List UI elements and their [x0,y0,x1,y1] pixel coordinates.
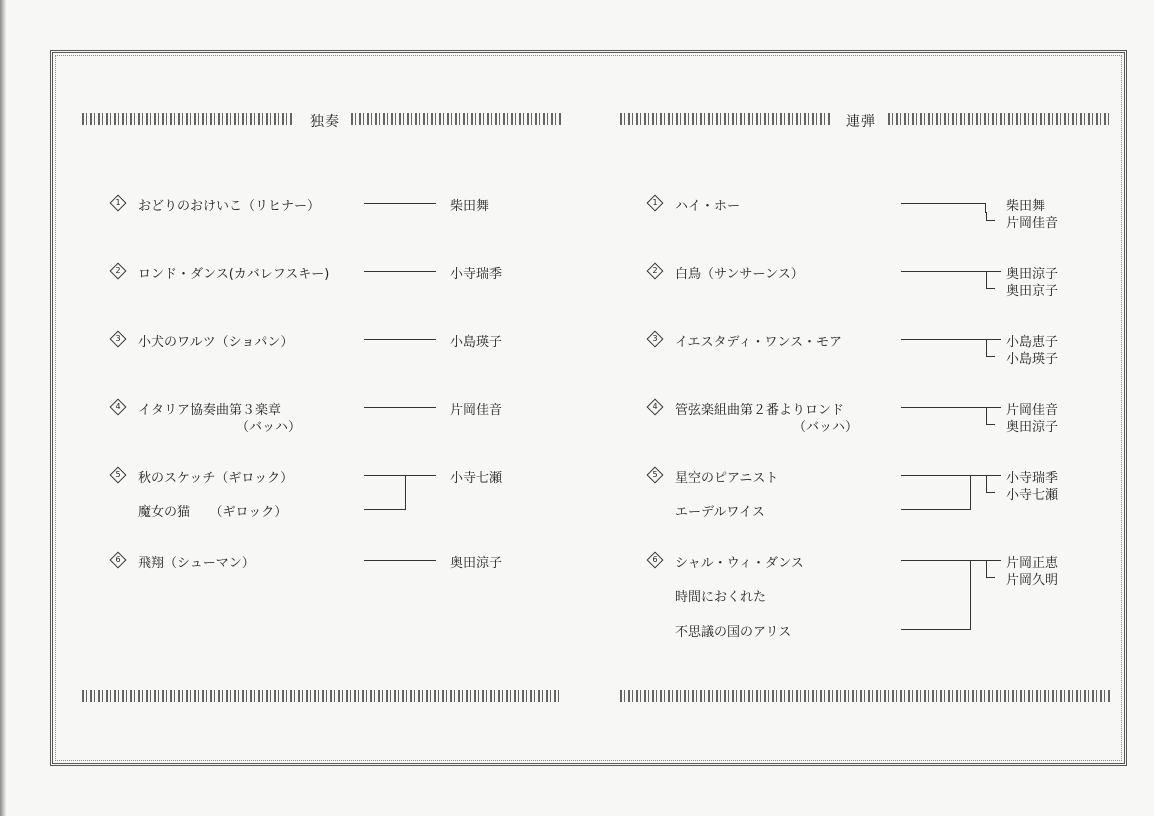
duet-piece-title-3: 不思議の国のアリス [675,625,792,640]
solo-piece-title: 秋のスケッチ（ギロック） [138,471,294,486]
solo-performer: 奥田涼子 [450,556,503,571]
duet-performer-1: 片岡佳音 [1006,403,1059,418]
solo-piece-title: ロンド・ダンス(カバレフスキー) [138,267,330,282]
solo-piece-title: 飛翔（シューマン） [138,556,255,571]
music-note-border [620,690,1110,702]
connector-line [364,560,436,561]
item-number-badge: 2 [647,263,664,280]
duet-performer-1: 小寺瑞季 [1006,471,1059,486]
item-number-badge: 1 [110,195,127,212]
music-note-border [620,113,832,125]
connector-line [901,203,985,204]
item-number-badge: 4 [110,399,127,416]
duet-piece-title-2: エーデルワイス [675,505,765,520]
item-number-badge: 5 [110,467,127,484]
scan-shadow [0,0,6,816]
solo-performer: 柴田舞 [450,199,490,214]
item-number-badge: 3 [647,331,664,348]
connector-line [364,203,436,204]
solo-heading: 独奏 [310,114,340,130]
item-number-badge: 6 [647,552,664,569]
item-number-badge: 4 [647,399,664,416]
duet-performer-2: 小島瑛子 [1006,352,1059,367]
solo-performer: 片岡佳音 [450,403,503,418]
duet-performer-1: 片岡正恵 [1006,556,1059,571]
duet-heading: 連弾 [846,114,876,130]
duet-performer-2: 片岡久明 [1006,573,1059,588]
music-note-border [82,113,292,125]
solo-piece-title-2: 魔女の猫 （ギロック） [138,505,288,520]
connector-line [364,509,406,510]
music-note-border [888,113,1110,125]
connector-line [364,475,436,476]
connector-bracket [986,272,995,289]
duet-performer-2: 奥田涼子 [1006,420,1059,435]
duet-piece-title: ハイ・ホー [675,199,741,214]
connector-bracket [986,561,995,578]
item-number-badge: 3 [110,331,127,348]
solo-piece-title: イタリア協奏曲第３楽章 [138,403,282,418]
duet-piece-title-2: 時間におくれた [675,590,767,605]
connector-line [364,407,436,408]
connector-line [901,629,971,630]
duet-composer: （バッハ） [793,420,859,435]
solo-performer: 小寺七瀬 [450,471,503,486]
connector-bracket [970,560,971,629]
duet-performer-1: 小島恵子 [1006,335,1059,350]
solo-piece-title: おどりのおけいこ（リヒナー） [138,199,321,214]
duet-performer-2: 片岡佳音 [1006,216,1059,231]
item-number-badge: 2 [110,263,127,280]
connector-bracket [986,408,995,425]
item-number-badge: 5 [647,467,664,484]
duet-performer-1: 奥田涼子 [1006,267,1059,282]
solo-performer: 小寺瑞季 [450,267,503,282]
duet-piece-title: 管弦楽組曲第２番よりロンド [675,403,845,418]
duet-performer-2: 奥田京子 [1006,284,1059,299]
item-number-badge: 6 [110,552,127,569]
music-note-border [82,690,562,702]
duet-piece-title: 白鳥（サンサーンス） [675,267,804,282]
solo-performer: 小島瑛子 [450,335,503,350]
item-number-badge: 1 [647,195,664,212]
connector-line [901,509,971,510]
music-note-border [351,113,563,125]
connector-bracket [970,475,971,509]
duet-performer-1: 柴田舞 [1006,199,1046,214]
solo-composer: （バッハ） [236,420,302,435]
duet-performer-2: 小寺七瀬 [1006,488,1059,503]
duet-piece-title: シャル・ウィ・ダンス [675,556,804,571]
connector-line [364,339,436,340]
connector-bracket [405,475,406,509]
duet-piece-title: イエスタディ・ワンス・モア [675,335,843,350]
connector-bracket [986,212,995,221]
solo-piece-title: 小犬のワルツ（ショパン） [138,335,294,350]
connector-bracket [986,476,995,493]
connector-line [364,271,436,272]
connector-bracket [986,340,995,357]
duet-piece-title: 星空のピアニスト [675,471,779,486]
